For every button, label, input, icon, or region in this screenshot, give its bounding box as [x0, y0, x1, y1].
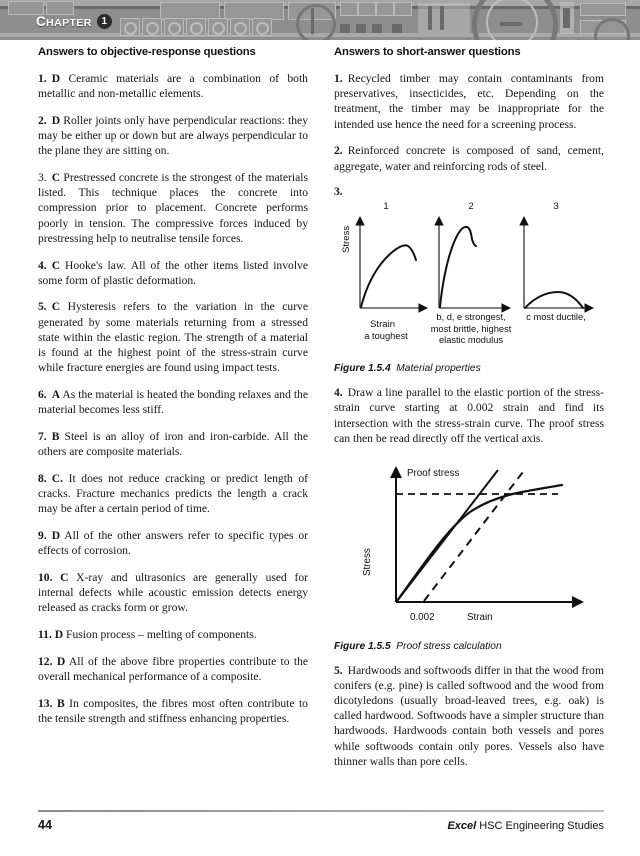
- figure-caption-text: Material properties: [396, 363, 481, 375]
- chart-x-axis-label: Strain: [370, 319, 396, 331]
- answer-number: 12.: [38, 654, 53, 668]
- answer-option: B: [51, 429, 60, 443]
- answer-option: D: [56, 654, 66, 668]
- answer-number: 3.: [38, 171, 47, 185]
- answer-option: C: [51, 258, 61, 272]
- answer-item: [38, 528, 308, 558]
- answer-item: [38, 654, 308, 684]
- chapter-word: CHAPTER: [36, 14, 92, 29]
- stress-strain-chart-3: [514, 201, 598, 331]
- answer-number: 10.: [38, 570, 53, 584]
- page-number: 44: [38, 818, 52, 832]
- short-answer-item: [334, 71, 604, 132]
- figure-number: Figure 1.5.4: [334, 363, 391, 375]
- chapter-header-banner: [0, 0, 640, 40]
- answer-item: [38, 429, 308, 459]
- answer-item: [38, 299, 308, 375]
- answer-item: [38, 570, 308, 616]
- answer-number: 5.: [38, 300, 47, 314]
- answer-option: D: [51, 113, 61, 127]
- answer-text: Ceramic materials are a combination of both metallic and non-metallic elements.: [38, 72, 308, 101]
- proof-stress-label: Proof stress: [407, 467, 460, 479]
- answer-option: C: [51, 171, 61, 185]
- chart-y-axis-label: Stress: [341, 226, 352, 254]
- answer-number: 11.: [38, 627, 52, 641]
- answer-option: C: [51, 300, 61, 314]
- answer-text: Recycled timber may contain contaminants from preservatives, insecticides, etc. Depending on the treatment, the timber may be inappropriate for the intended use hence the need for a screening process.: [334, 72, 604, 131]
- figure-material-properties: [334, 185, 604, 357]
- answer-item: [38, 627, 308, 642]
- chart-3-plot: [514, 216, 598, 318]
- answer-number: 4.: [334, 386, 343, 400]
- stress-strain-chart-2: [429, 201, 513, 346]
- figure-proof-stress: [334, 458, 604, 633]
- answer-number: 1.: [334, 72, 343, 85]
- figure-number: Figure 1.5.5: [334, 640, 391, 652]
- answer-text: As the material is heated the bonding relaxes and the material becomes less stiff.: [38, 387, 308, 417]
- answer-option: C: [60, 570, 69, 584]
- short-answer-item: [334, 385, 604, 446]
- answer-option: D: [51, 72, 61, 85]
- page-footer: [38, 818, 604, 832]
- answer-item: [38, 113, 308, 159]
- answer-number: 9.: [38, 528, 47, 542]
- answer-text: Hooke's law. All of the other items listed involve some form of plastic deformation.: [38, 258, 308, 287]
- answer-text: Steel is an alloy of iron and iron-carbide. All the others are composite materials.: [38, 429, 308, 459]
- chart-2-plot: [429, 216, 513, 318]
- answer-number: 4.: [38, 258, 47, 272]
- left-section-title: Answers to objective-response questions: [38, 46, 256, 58]
- figure-155-caption: [334, 641, 604, 652]
- answer-option: C.: [51, 471, 63, 485]
- answer-option: D: [51, 528, 61, 542]
- answer-number: 7.: [38, 429, 47, 443]
- short-answer-item: [334, 663, 604, 769]
- chart-2-top-label: 2: [468, 201, 474, 213]
- figure-caption-text: Proof stress calculation: [396, 640, 502, 652]
- proof-stress-x-label: Strain: [467, 611, 493, 623]
- answer-item: [38, 471, 308, 517]
- answer-text: Draw a line parallel to the elastic portion of the stress-strain curve starting at 0.002 strain and find its intersection with the stress-strain curve. The proof stress can then be read directly off the vertical axis.: [334, 386, 604, 445]
- chart-3-caption: c most ductile,: [526, 312, 586, 323]
- answer-number: 13.: [38, 696, 53, 710]
- chapter-number-badge: 1: [97, 14, 112, 29]
- answer-text: Reinforced concrete is composed of sand, cement, aggregate, water and reinforcing rods of steel.: [334, 144, 604, 173]
- two-column-layout: [38, 46, 604, 780]
- answer-item: [38, 387, 308, 417]
- chart-3-top-label: 3: [553, 201, 559, 213]
- answer-number: 6.: [38, 387, 47, 401]
- brand-name: Excel: [447, 820, 477, 832]
- answer-number: 2.: [334, 144, 343, 158]
- chart-1-top-label: 1: [383, 201, 389, 213]
- footer-divider: [38, 810, 604, 812]
- short-answer-item: [334, 143, 604, 173]
- answer-text: All of the above fibre properties contribute to the overall mechanical performance of a composite.: [38, 654, 309, 683]
- book-title: [447, 820, 604, 832]
- book-title-text: HSC Engineering Studies: [476, 820, 604, 832]
- answer-option: B: [56, 696, 65, 710]
- answer-item: [38, 170, 308, 246]
- answer-text: X-ray and ultrasonics are generally used for internal defects while acoustic emission detects energy released as cracks form or grow.: [38, 570, 309, 615]
- answer-number: 5.: [334, 663, 343, 677]
- right-column: [334, 46, 604, 780]
- answer-item: [38, 696, 308, 726]
- chart-1-caption: a toughest: [364, 331, 408, 342]
- answer-item: [38, 71, 308, 101]
- answer-number: 1.: [38, 72, 47, 85]
- left-column: [38, 46, 308, 780]
- chapter-label-group: [36, 14, 112, 29]
- answer-text: All of the other answers refer to specific types or effects of corrosion.: [38, 528, 308, 558]
- answer-item: [38, 258, 308, 288]
- stress-strain-chart-1: [341, 201, 428, 342]
- answer-text: In composites, the fibres most often contribute to the tensile strength and stiffness enhancing properties.: [38, 696, 308, 725]
- answer-option: A: [51, 387, 61, 401]
- answer-text: Prestressed concrete is the strongest of the materials listed. This technique places the concrete into compression prior to placement. Concrete performs poorly in tension. The compressive forces induced by prestressing help to neutralise tensile forces.: [38, 171, 308, 245]
- answer-number: 2.: [38, 113, 47, 127]
- answer-text: Hysteresis refers to the variation in the curve generated by some materials returning from a stressed state within the elastic region. The strength of a material is found at the highest point of the stress-strain curve while fracture energies are found using impact tests.: [38, 300, 308, 375]
- answer-option: D: [54, 627, 64, 641]
- answer-number: 3.: [334, 185, 343, 199]
- right-section-title: Answers to short-answer questions: [334, 46, 521, 58]
- answer-text: Roller joints only have perpendicular reactions: they may be either up or down but are always perpendicular to the plane they are sitting on.: [38, 113, 308, 158]
- answer-text: Hardwoods and softwoods differ in that the wood from conifers (e.g. pine) is called softwood and the wood from dicotyledons (usually broad-leaved trees, e.g. oak) is called hardwood. Softwoods have a simpler structure than hardwoods. Hardwoods contain both vessels and pores while softwoods contain only pores. Vessels also have thinner walls than pore cells.: [334, 663, 604, 768]
- answer-number: 8.: [38, 471, 47, 485]
- chart-1-plot: [344, 216, 428, 318]
- proof-stress-y-label: Stress: [362, 547, 373, 576]
- answer-text: Fusion process – melting of components.: [66, 627, 257, 641]
- page-content: [0, 40, 640, 856]
- answer-text: It does not reduce cracking or predict length of cracks. Fracture mechanics predicts the length a crack may be after a certain period of time.: [38, 471, 308, 516]
- chart-2-caption: b, d, e strongest, most brittle, highest elastic modulus: [430, 312, 512, 346]
- figure-154-caption: [334, 363, 604, 374]
- proof-stress-plot: [346, 458, 596, 618]
- offset-strain-value: 0.002: [410, 611, 435, 623]
